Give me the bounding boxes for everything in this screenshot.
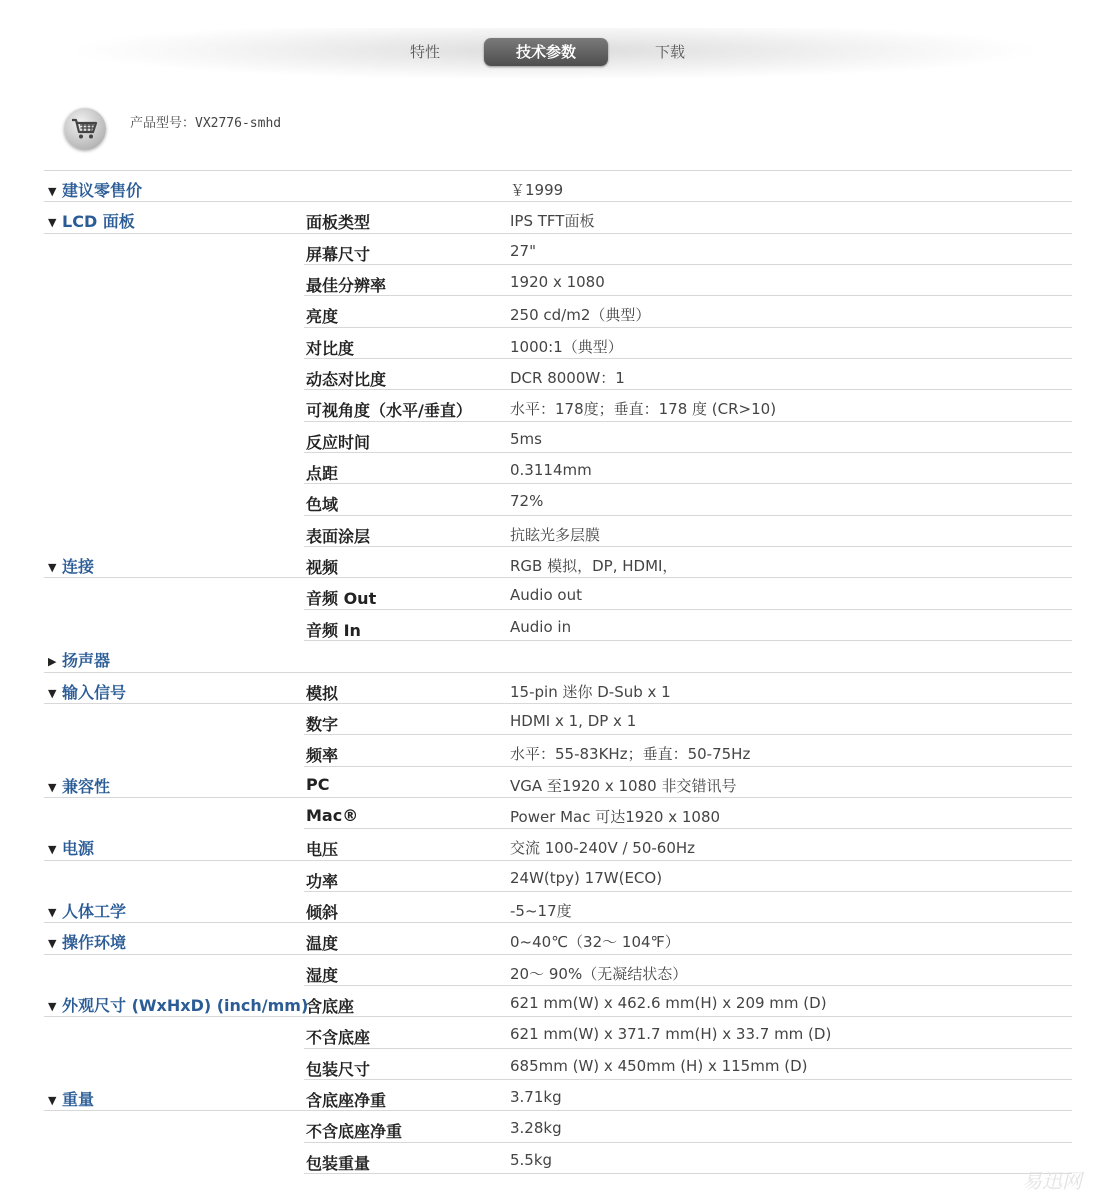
spec-value: 15-pin 迷你 D-Sub x 1: [510, 682, 671, 701]
triangle-down-icon: ▼: [48, 780, 57, 794]
spec-label: 最佳分辨率: [306, 276, 387, 296]
spec-label: 倾斜: [306, 902, 339, 922]
spec-label: 电压: [306, 840, 339, 860]
spec-category[interactable]: [48, 1087, 94, 1110]
spec-value: 0.3114mm: [510, 461, 592, 480]
row-divider: [304, 1173, 1072, 1174]
spec-label: 包装尺寸: [306, 1059, 371, 1079]
table-row: [44, 1111, 1072, 1142]
spec-category-label: 连接: [62, 557, 95, 577]
table-row: [44, 547, 1072, 578]
table-row: [44, 234, 1072, 265]
watermark: 易迅网: [1022, 1169, 1082, 1193]
table-row: [44, 578, 1072, 609]
table-row: [44, 829, 1072, 860]
spec-label: 模拟: [306, 683, 339, 703]
table-row: [44, 923, 1072, 954]
spec-value: RGB 模拟，DP, HDMI，: [510, 557, 678, 576]
spec-value: 0~40℃（32～ 104℉）: [510, 933, 680, 952]
spec-value: 1000:1（典型）: [510, 337, 623, 356]
spec-label: 温度: [306, 934, 339, 954]
triangle-down-icon: ▼: [48, 561, 57, 575]
triangle-down-icon: ▼: [48, 686, 57, 700]
spec-label: 视频: [306, 558, 339, 578]
spec-label: 反应时间: [306, 432, 371, 452]
spec-category[interactable]: [48, 680, 126, 703]
spec-category[interactable]: [48, 774, 110, 797]
spec-value: 交流 100-240V / 50-60Hz: [510, 839, 696, 858]
spec-label: 可视角度（水平/垂直）: [306, 401, 472, 421]
triangle-down-icon: ▼: [48, 937, 57, 951]
table-row: [44, 861, 1072, 892]
table-row: [44, 1049, 1072, 1080]
spec-value: Power Mac 可达1920 x 1080: [510, 807, 721, 826]
spec-category[interactable]: [48, 648, 110, 671]
spec-category-label: 人体工学: [62, 901, 127, 921]
triangle-down-icon: ▼: [48, 999, 57, 1013]
spec-value: 抗眩光多层膜: [510, 525, 601, 544]
spec-category[interactable]: [48, 836, 94, 859]
triangle-down-icon: ▼: [48, 216, 57, 230]
table-row: [44, 767, 1072, 798]
spec-category[interactable]: [48, 554, 94, 577]
spec-value: 621 mm(W) x 462.6 mm(H) x 209 mm (D): [510, 993, 827, 1012]
spec-value: Audio in: [510, 617, 572, 636]
spec-label: 表面涂层: [306, 526, 371, 546]
spec-value: 5.5kg: [510, 1150, 553, 1169]
spec-category[interactable]: [48, 993, 308, 1016]
table-row: [44, 171, 1072, 202]
spec-value: 621 mm(W) x 371.7 mm(H) x 33.7 mm (D): [510, 1025, 832, 1044]
triangle-down-icon: ▼: [48, 185, 57, 198]
table-row: [44, 735, 1072, 766]
spec-value: IPS TFT面板: [510, 212, 595, 231]
spec-table: [44, 170, 1072, 1174]
spec-value: 72%: [510, 492, 544, 511]
spec-category-label: LCD 面板: [62, 212, 135, 232]
triangle-right-icon: ▶: [48, 655, 57, 669]
table-row: [44, 1080, 1072, 1111]
spec-value: 250 cd/m2（典型）: [510, 306, 651, 325]
spec-value: 685mm (W) x 450mm (H) x 115mm (D): [510, 1056, 808, 1075]
spec-category[interactable]: [48, 899, 126, 922]
spec-value: 水平：55-83KHz；垂直：50-75Hz: [510, 745, 751, 764]
spec-value: 3.28kg: [510, 1119, 562, 1138]
table-row: [44, 422, 1072, 453]
table-row: [44, 484, 1072, 515]
spec-label: 面板类型: [306, 213, 371, 233]
spec-category-label: 电源: [62, 839, 95, 859]
spec-category-label: 外观尺寸 (WxHxD) (inch/mm): [62, 995, 309, 1015]
spec-value: 20～ 90%（无凝结状态）: [510, 964, 688, 983]
tab-specs[interactable]: 技术参数: [484, 38, 608, 66]
table-row: [44, 265, 1072, 296]
tab-features[interactable]: 特性: [409, 43, 440, 61]
table-row: [44, 704, 1072, 735]
table-row: [44, 516, 1072, 547]
triangle-down-icon: ▼: [48, 905, 57, 919]
spec-category[interactable]: [48, 178, 142, 201]
product-model: 产品型号：VX2776-smhd: [130, 116, 282, 131]
spec-value: 3.71kg: [510, 1087, 562, 1106]
table-row: [44, 453, 1072, 484]
spec-label: 不含底座净重: [306, 1122, 403, 1142]
spec-label: 含底座净重: [306, 1090, 387, 1110]
spec-category-label: 扬声器: [62, 651, 111, 671]
spec-category-label: 操作环境: [62, 933, 127, 953]
spec-label: PC: [306, 774, 330, 794]
table-row: [44, 798, 1072, 829]
spec-label: 色域: [306, 495, 339, 515]
spec-label: 不含底座: [306, 1028, 371, 1048]
tab-download[interactable]: 下载: [654, 43, 685, 61]
spec-value: Audio out: [510, 586, 582, 605]
table-row: [44, 296, 1072, 327]
spec-label: 湿度: [306, 965, 339, 985]
table-row: [44, 610, 1072, 641]
spec-label: 含底座: [306, 996, 355, 1016]
spec-value: 5ms: [510, 429, 542, 448]
spec-category-label: 建议零售价: [62, 181, 143, 200]
spec-category[interactable]: [48, 930, 126, 953]
table-row: [44, 986, 1072, 1017]
spec-label: 数字: [306, 714, 339, 734]
spec-label: 屏幕尺寸: [306, 244, 371, 264]
table-row: [44, 359, 1072, 390]
table-row: [44, 390, 1072, 421]
spec-category-label: 重量: [62, 1089, 95, 1109]
spec-label: 亮度: [306, 307, 339, 327]
spec-category-label: 输入信号: [62, 682, 127, 702]
table-row: [44, 328, 1072, 359]
spec-value: VGA 至1920 x 1080 非交错讯号: [510, 776, 737, 795]
spec-label: 点距: [306, 464, 339, 484]
spec-value: 水平：178度；垂直：178 度 (CR>10): [510, 400, 777, 419]
table-row: [44, 641, 1072, 672]
table-row: [44, 1017, 1072, 1048]
table-row: [44, 673, 1072, 704]
spec-value: DCR 8000W：1: [510, 369, 625, 388]
spec-category[interactable]: [48, 209, 135, 232]
spec-label: 包装重量: [306, 1153, 371, 1173]
spec-label: 对比度: [306, 338, 355, 358]
table-row: [44, 202, 1072, 233]
spec-label: 音频 Out: [306, 589, 377, 609]
spec-value: ￥1999: [510, 181, 564, 199]
spec-label: 功率: [306, 871, 339, 891]
table-row: [44, 1143, 1072, 1174]
spec-value: 27": [510, 241, 536, 260]
spec-label: 音频 In: [306, 620, 361, 640]
spec-label: Mac®: [306, 805, 359, 825]
spec-value: 1920 x 1080: [510, 273, 605, 292]
spec-value: -5~17度: [510, 901, 572, 920]
spec-value: HDMI x 1, DP x 1: [510, 711, 637, 730]
spec-value: 24W(tpy) 17W(ECO): [510, 868, 663, 887]
triangle-down-icon: ▼: [48, 1093, 57, 1107]
spec-category-label: 兼容性: [62, 776, 111, 796]
table-row: [44, 955, 1072, 986]
table-row: [44, 892, 1072, 923]
shopping-cart-icon[interactable]: [64, 108, 106, 150]
triangle-down-icon: ▼: [48, 843, 57, 857]
spec-label: 动态对比度: [306, 370, 387, 390]
spec-label: 频率: [306, 746, 339, 766]
